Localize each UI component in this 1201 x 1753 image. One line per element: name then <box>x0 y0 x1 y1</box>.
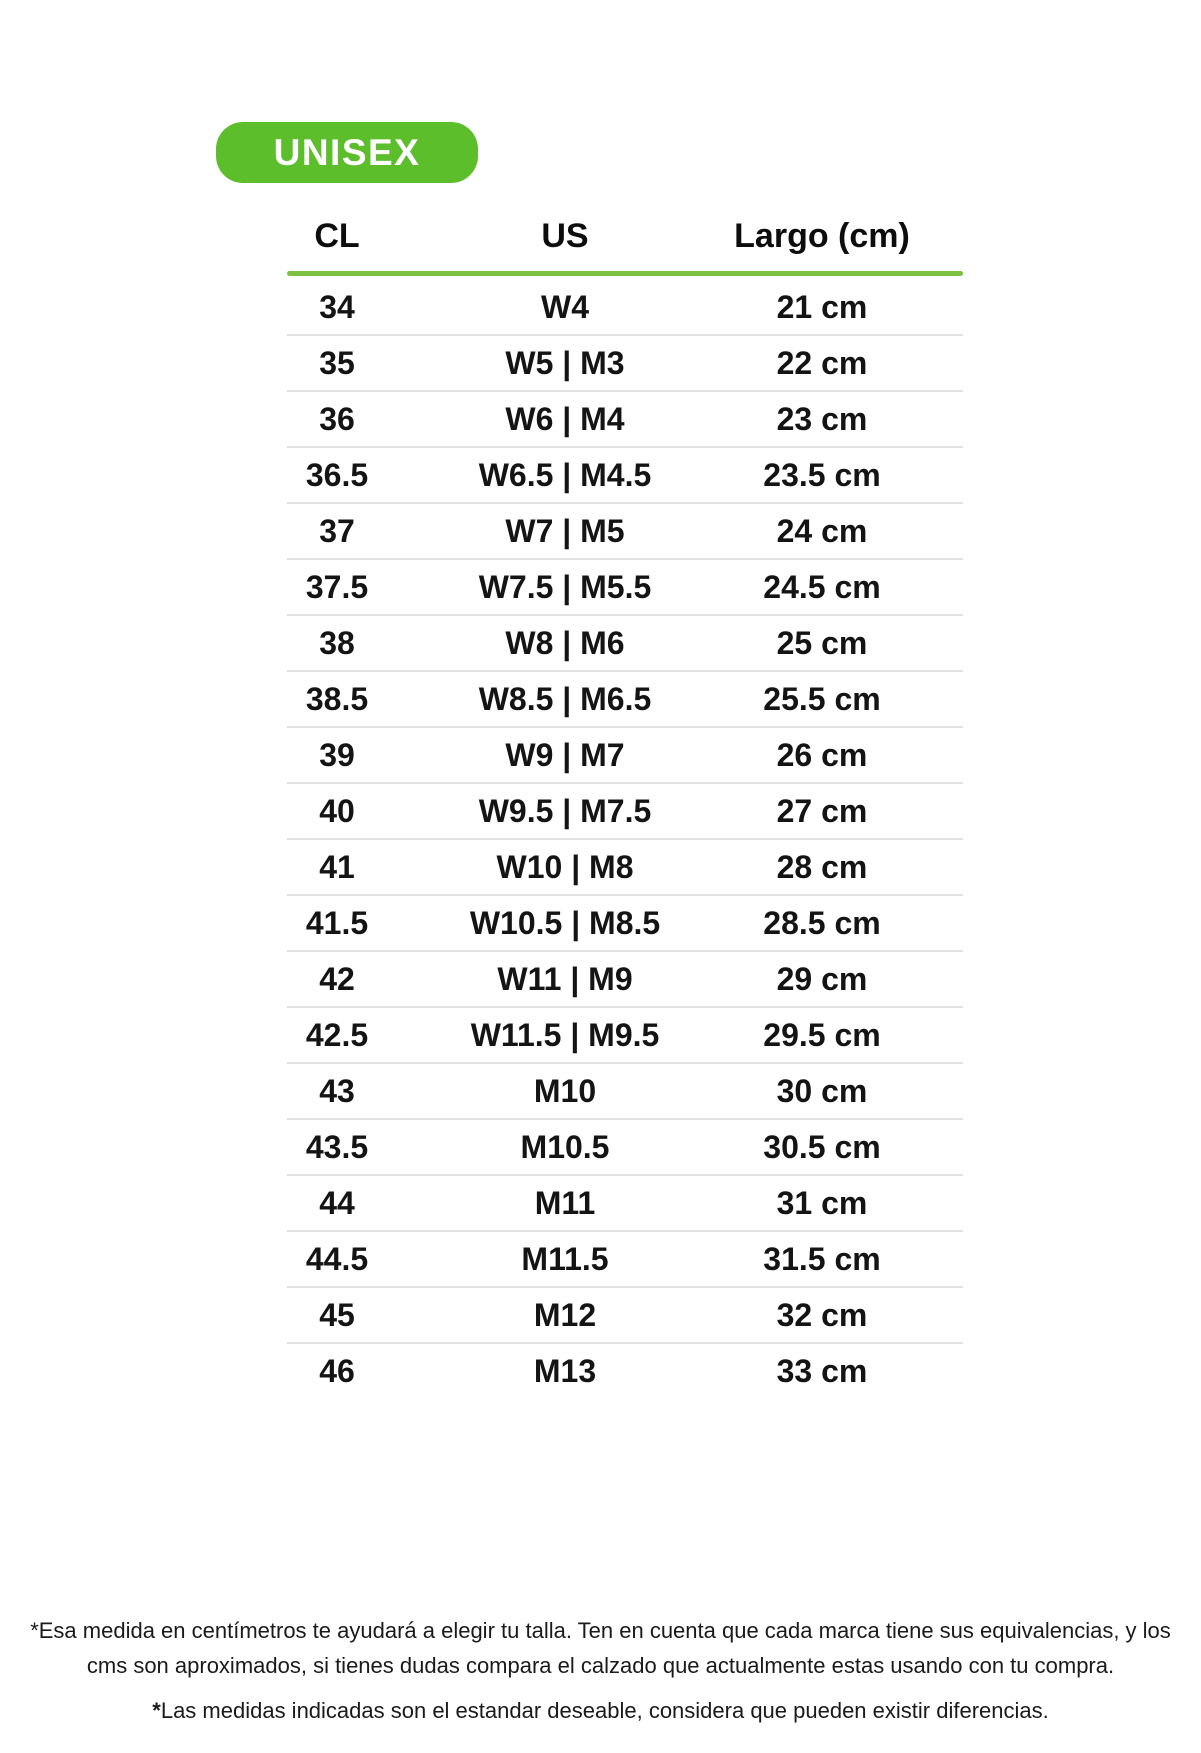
cell-length-cm: 27 cm <box>776 793 868 829</box>
cell-us-size: W10.5 | M8.5 <box>469 905 661 941</box>
cell-us-size: W9.5 | M7.5 <box>478 793 652 829</box>
footnote-standard-disclaimer <box>21 1693 1181 1728</box>
table-row <box>287 616 963 672</box>
badge-label: UNISEX <box>273 131 421 173</box>
table-row <box>287 1064 963 1120</box>
cell-cl-size: 38 <box>319 625 355 661</box>
cell-cl-size: 42 <box>319 961 355 997</box>
footnote-measurement-help: *Esa medida en centímetros te ayudará a elegir tu talla. Ten en cuenta que cada marca tiene sus equivalencias, y los cms son aproximados, si tienes dudas compara el calzado que actualmente estas usando con tu compra. <box>30 1618 1171 1678</box>
table-row <box>287 560 963 616</box>
cell-cl-size: 45 <box>319 1297 355 1333</box>
cell-length-cm: 23.5 cm <box>763 457 881 493</box>
cell-us-size: W8.5 | M6.5 <box>478 681 652 717</box>
cell-cl-size: 39 <box>319 737 355 773</box>
cell-us-size: W6.5 | M4.5 <box>478 457 652 493</box>
table-row <box>287 336 963 392</box>
footnotes <box>0 1613 1201 1728</box>
cell-cl-size: 43.5 <box>305 1129 369 1165</box>
cell-us-size: W4 <box>541 289 589 325</box>
table-row <box>287 952 963 1008</box>
cell-us-size: W9 | M7 <box>505 737 625 773</box>
footnote-asterisk: * <box>152 1698 161 1723</box>
cell-length-cm: 24.5 cm <box>763 569 881 605</box>
cell-us-size: M10.5 <box>520 1129 610 1165</box>
cell-us-size: M12 <box>533 1297 597 1333</box>
table-row <box>287 1232 963 1288</box>
cell-us-size: W10 | M8 <box>496 849 634 885</box>
cell-cl-size: 40 <box>319 793 355 829</box>
column-header-cl: CL <box>314 217 360 255</box>
cell-cl-size: 41 <box>319 849 355 885</box>
cell-cl-size: 42.5 <box>305 1017 369 1053</box>
table-row <box>287 1120 963 1176</box>
cell-length-cm: 29.5 cm <box>763 1017 881 1053</box>
table-row <box>287 784 963 840</box>
cell-cl-size: 44.5 <box>305 1241 369 1277</box>
cell-us-size: M10 <box>533 1073 597 1109</box>
cell-length-cm: 23 cm <box>776 401 868 437</box>
cell-length-cm: 22 cm <box>776 345 868 381</box>
table-row <box>287 672 963 728</box>
cell-length-cm: 25 cm <box>776 625 868 661</box>
cell-cl-size: 37 <box>319 513 355 549</box>
cell-cl-size: 37.5 <box>305 569 369 605</box>
footnote-disclaimer-text: Las medidas indicadas son el estandar deseable, considera que pueden existir diferencias. <box>160 1698 1049 1723</box>
cell-us-size: W11 | M9 <box>497 961 633 997</box>
header-underline <box>287 271 963 276</box>
cell-us-size: W7.5 | M5.5 <box>478 569 652 605</box>
cell-us-size: M11.5 <box>521 1241 609 1277</box>
column-header-us: US <box>541 217 589 255</box>
cell-cl-size: 43 <box>319 1073 355 1109</box>
cell-length-cm: 28.5 cm <box>763 905 881 941</box>
cell-length-cm: 29 cm <box>776 961 868 997</box>
table-row <box>287 280 963 336</box>
cell-cl-size: 41.5 <box>305 905 369 941</box>
cell-us-size: M13 <box>533 1353 597 1389</box>
cell-length-cm: 31.5 cm <box>763 1241 881 1277</box>
table-row <box>287 896 963 952</box>
cell-cl-size: 36.5 <box>305 457 369 493</box>
table-row <box>287 728 963 784</box>
cell-length-cm: 26 cm <box>776 737 868 773</box>
cell-us-size: M11 <box>534 1185 596 1221</box>
cell-length-cm: 25.5 cm <box>763 681 881 717</box>
table-row <box>287 1176 963 1232</box>
table-body <box>287 280 963 1398</box>
cell-length-cm: 33 cm <box>776 1353 868 1389</box>
table-row <box>287 392 963 448</box>
cell-length-cm: 24 cm <box>776 513 868 549</box>
cell-cl-size: 35 <box>319 345 355 381</box>
cell-cl-size: 34 <box>319 289 355 325</box>
cell-us-size: W11.5 | M9.5 <box>470 1017 660 1053</box>
column-header-largo: Largo (cm) <box>734 217 910 255</box>
table-row <box>287 840 963 896</box>
cell-length-cm: 32 cm <box>776 1297 868 1333</box>
cell-length-cm: 28 cm <box>776 849 868 885</box>
cell-us-size: W6 | M4 <box>505 401 625 437</box>
cell-us-size: W5 | M3 <box>505 345 625 381</box>
table-row <box>287 1344 963 1398</box>
table-row <box>287 1288 963 1344</box>
cell-cl-size: 38.5 <box>305 681 369 717</box>
cell-cl-size: 46 <box>319 1353 355 1389</box>
cell-length-cm: 31 cm <box>776 1185 868 1221</box>
table-row <box>287 1008 963 1064</box>
cell-cl-size: 44 <box>319 1185 355 1221</box>
unisex-badge <box>216 122 478 183</box>
cell-length-cm: 30 cm <box>776 1073 868 1109</box>
table-row <box>287 448 963 504</box>
table-row <box>287 504 963 560</box>
cell-cl-size: 36 <box>319 401 355 437</box>
cell-length-cm: 30.5 cm <box>763 1129 881 1165</box>
cell-us-size: W7 | M5 <box>505 513 625 549</box>
cell-us-size: W8 | M6 <box>505 625 625 661</box>
cell-length-cm: 21 cm <box>776 289 868 325</box>
